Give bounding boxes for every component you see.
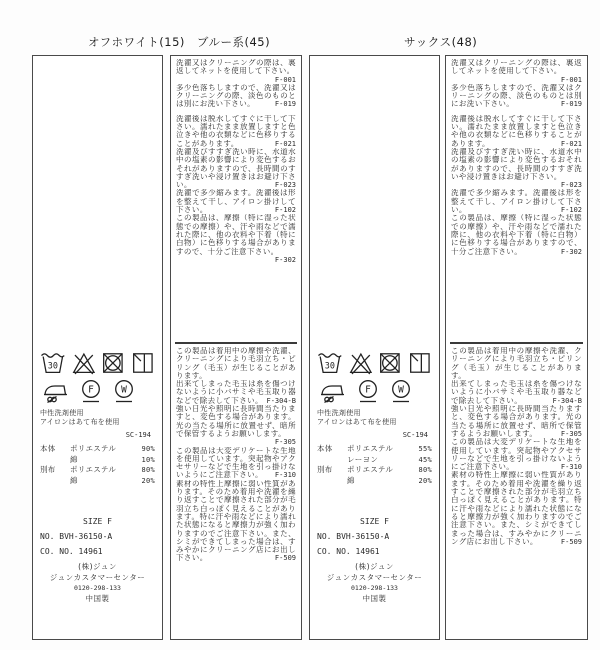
wet-clean-w-icon: [390, 379, 412, 404]
care-symbols-row-1: [317, 351, 432, 375]
section-divider: [175, 342, 297, 344]
composition-table: [40, 444, 155, 486]
iron-note: アイロンはあて布を使用: [40, 418, 120, 426]
phone-number: 0120-298-133: [351, 584, 398, 592]
care-paragraph: 洗濯後は脱水してすぐに干して下さい。濡れたまま放置しますと色泣きや他の衣類などに色移りすることがあります。 F-021: [451, 114, 582, 148]
wash-30-icon: [317, 351, 343, 375]
care-text-bottom: [451, 347, 582, 546]
care-paragraph: この製品は大変デリケートな生地を使用しています。突起物やアクセサリーなどで生地を引っ掛けないようにご注意下さい。 F-310: [451, 438, 582, 472]
dry-clean-f-icon: [357, 379, 379, 404]
care-paragraph: 出来てしまった毛玉は糸を傷つけないように小バサミや毛玉取り器などで除去して下さい。 F-304-B: [451, 380, 582, 405]
line-dry-shade-icon: [131, 351, 155, 375]
care-paragraph: 強い日光や照明に長時間当たりますと、変色する場合があります。光の当たる場所に放置せず、暗所で保管するようお願いします。 F-305: [451, 405, 582, 438]
care-paragraph: 洗濯及びすすぎ洗い時に、水道水中の塩素の影響により変色するおそれがありますので、長時間のすすぎ洗いや浸け置きはお避け下さい。 F-023: [451, 147, 582, 190]
company-name: (株)ジュン: [355, 562, 394, 571]
size-label: SIZE F: [360, 517, 389, 526]
care-paragraph: この製品は、摩擦（特に湿った状態での摩擦）や、汗や雨などで濡れた際に、他の衣料や下着（特に白物）に色移りする場合がありますので、十分ご注意下さい。 F-302: [176, 214, 296, 264]
customer-center: ジュンカスタマーセンター: [326, 572, 423, 582]
composition-row: 別布 ポリエステル 80%: [40, 465, 155, 474]
dry-clean-f-icon: [80, 379, 102, 404]
care-paragraph: 素材の特性上摩擦に弱い性質があります。そのため着用や洗濯を繰り返すことで摩擦された部分が毛羽立ち白っぽく見えることがあります。特に汗や雨などにより濡れた状態になると摩擦力が強く加わりますのでご注意下さい。また、シミができてしまった場合は、すみやかにクリーニング店にお出し下さい。 F-509: [176, 479, 296, 563]
composition-row: 本体 ポリエステル 90%: [40, 444, 155, 453]
care-paragraph: この製品は着用中の摩擦や洗濯、クリーニングにより毛羽立ち・ピリング（毛玉）が生じることがあります。: [176, 347, 296, 380]
composition-row: 綿 20%: [347, 475, 432, 485]
no-tumble-dry-icon: [101, 351, 125, 375]
care-paragraph: 洗濯及びすすぎ洗い時に、水道水中の塩素の影響により変色するおそれがありますので、長時間のすすぎ洗いや浸け置きはお避け下さい。 F-023: [176, 147, 296, 190]
iron-with-cloth-icon: [42, 379, 69, 404]
product-no: NO. BVH-36150-A: [317, 532, 390, 541]
iron-with-cloth-icon: [319, 379, 346, 404]
composition-row: 別布 ポリエステル 80%: [317, 465, 432, 474]
care-symbols-row-2: [42, 379, 155, 404]
care-symbols-group: [40, 351, 155, 486]
care-paragraph: 洗濯で多少縮みます。洗濯後は形を整えて干し、アイロン掛けして下さい。 F-102: [176, 189, 296, 215]
instructions-panel-left: [170, 55, 302, 640]
care-paragraph: 洗濯で多少縮みます。洗濯後は形を整えて干し、アイロン掛けして下さい。 F-102: [451, 189, 582, 215]
detergent-note: 中性洗剤使用: [317, 409, 361, 417]
care-text-top: [451, 59, 582, 256]
svg-text:W: W: [398, 384, 404, 396]
section-divider: [450, 342, 583, 344]
size-label: SIZE F: [83, 517, 112, 526]
instructions-panel-right: [445, 55, 588, 640]
sc-code: SC-194: [125, 431, 151, 439]
color-header-left: オフホワイト(15) ブルー系(45): [88, 35, 271, 49]
no-tumble-dry-icon: [378, 351, 402, 375]
wet-clean-w-icon: [113, 379, 135, 404]
line-dry-shade-icon: [408, 351, 432, 375]
svg-text:F: F: [365, 384, 371, 396]
country-of-origin: 中国製: [85, 593, 110, 603]
care-paragraph: 出来てしまった毛玉は糸を傷つけないように小バサミや毛玉取り器などで除去して下さい。 F-304-B: [176, 380, 296, 405]
care-paragraph: 多少色落ちしますので、洗濯又はクリーニングの際、淡色のものとは別にお洗い下さい。 F-019: [176, 83, 296, 109]
composition-panel-left: [32, 55, 163, 640]
product-id-group: [40, 514, 155, 559]
care-paragraph: この製品は、摩擦（特に湿った状態での摩擦）や、汗や雨などで濡れた際に、他の衣料や下着（特に白物）に色移りする場合がありますので、十分ご注意下さい。 F-302: [451, 214, 582, 256]
composition-table: [317, 444, 432, 486]
composition-row: 綿 10%: [70, 454, 155, 464]
country-of-origin: 中国製: [362, 593, 387, 603]
care-paragraph: 洗濯又はクリーニングの際は、裏返してネットを使用して下さい。 F-001: [176, 59, 296, 84]
composition-row: 綿 20%: [70, 475, 155, 485]
wash-30-icon: [40, 351, 66, 375]
maker-group: [314, 562, 435, 604]
maker-group: [37, 562, 158, 604]
care-paragraph: この製品は着用中の摩擦や洗濯、クリーニングにより毛羽立ち・ピリング（毛玉）が生じることがあります。: [451, 347, 582, 380]
svg-text:W: W: [121, 384, 127, 396]
company-name: (株)ジュン: [78, 562, 117, 571]
svg-text:30: 30: [324, 360, 335, 371]
color-header-right: サックス(48): [404, 35, 478, 49]
care-text-bottom: [176, 347, 296, 563]
sc-code: SC-194: [402, 431, 428, 439]
care-text-top: [176, 59, 296, 264]
composition-panel-right: [309, 55, 440, 640]
care-paragraph: 素材の特性上摩擦に弱い性質があります。そのため着用や洗濯を繰り返すことで摩擦された部分が毛羽立ち白っぽく見えることがあります。特に汗や雨などにより濡れた状態になると摩擦力が強く加わりますのでご注意下さい。また、シミができてしまった場合は、すみやかにクリーニング店にお出し下さい。 F-509: [451, 471, 582, 546]
composition-row: 本体 ポリエステル 55%: [317, 444, 432, 453]
care-paragraph: 洗濯又はクリーニングの際は、裏返してネットを使用して下さい。 F-001: [451, 59, 582, 84]
product-no: NO. BVH-36150-A: [40, 532, 113, 541]
product-id-group: [317, 514, 432, 559]
svg-text:F: F: [88, 384, 94, 396]
care-symbols-row-1: [40, 351, 155, 375]
care-paragraph: 強い日光や照明に長時間当たりますと、変色する場合があります。光の当たる場所に放置せず、暗所で保管するようお願いします。 F-305: [176, 405, 296, 447]
care-paragraph: 洗濯後は脱水してすぐに干して下さい。濡れたまま放置しますと色泣きや他の衣類などに色移りすることがあります。 F-021: [176, 114, 296, 148]
care-paragraph: この製品は大変デリケートな生地を使用しています。突起物やアクセサリーなどで生地を引っ掛けないようにご注意下さい。 F-310: [176, 446, 296, 480]
no-bleach-icon: [349, 351, 373, 375]
detergent-note: 中性洗剤使用: [40, 409, 84, 417]
co-no: CO. NO. 14961: [317, 547, 380, 556]
customer-center: ジュンカスタマーセンター: [49, 572, 146, 582]
composition-row: レーヨン 45%: [347, 454, 432, 464]
svg-text:30: 30: [47, 360, 58, 371]
iron-note: アイロンはあて布を使用: [317, 418, 397, 426]
care-symbols-row-2: [319, 379, 432, 404]
care-symbols-group: [317, 351, 432, 486]
phone-number: 0120-298-133: [74, 584, 121, 592]
co-no: CO. NO. 14961: [40, 547, 103, 556]
no-bleach-icon: [72, 351, 96, 375]
care-paragraph: 多少色落ちしますので、洗濯又はクリーニングの際、淡色のものとは別にお洗い下さい。 F-019: [451, 83, 582, 109]
